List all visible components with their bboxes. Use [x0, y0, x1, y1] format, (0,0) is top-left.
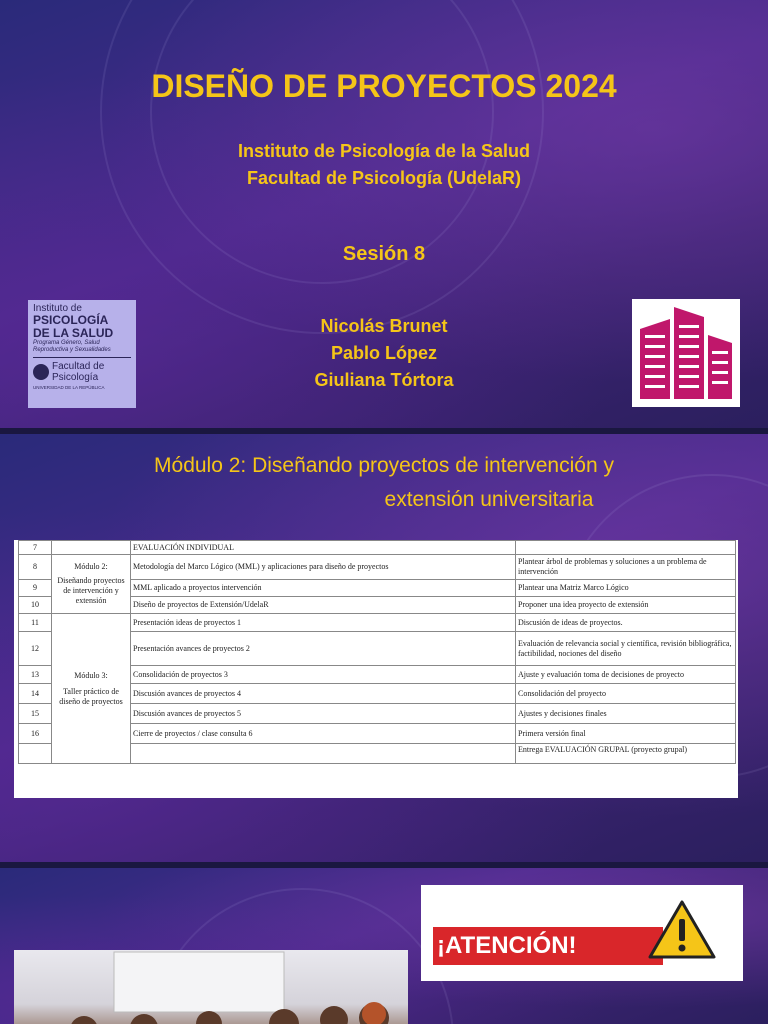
activity-cell: EVALUACIÓN INDIVIDUAL: [131, 541, 516, 555]
session-num: 9: [19, 580, 52, 597]
objective-cell: Consolidación del proyecto: [516, 684, 736, 704]
session-num: 10: [19, 597, 52, 614]
institute-name: Instituto de Psicología de la Salud: [237, 141, 531, 161]
logo-line: Instituto de: [33, 303, 82, 314]
slide-attention: [0, 868, 768, 1024]
logo-line: Programa Género, Salud: [33, 340, 100, 346]
activity-cell: Presentación avances de proyectos 2: [131, 632, 516, 666]
module-desc: Diseñando proyectos de intervención y extensión: [57, 576, 125, 605]
activity-cell: Consolidación de proyectos 3: [131, 666, 516, 684]
presentation-title: DISEÑO DE PROYECTOS 2024: [151, 68, 617, 104]
warning-triangle-icon: [647, 899, 717, 961]
activity-cell: Metodología del Marco Lógico (MML) y aplicaciones para diseño de proyectos: [131, 555, 516, 580]
author-3: Giuliana Tórtora: [314, 370, 454, 390]
session-num: 8: [19, 555, 52, 580]
logo-line: DE LA SALUD: [33, 326, 114, 340]
objective-cell: Plantear una Matriz Marco Lógico: [516, 580, 736, 597]
activity-cell: Discusión avances de proyectos 4: [131, 684, 516, 704]
session-num: 14: [19, 684, 52, 704]
schedule-table-image: [14, 540, 738, 798]
slide-title: [0, 0, 768, 428]
faculty-logo-icon: [33, 364, 49, 380]
objective-cell: Primera versión final: [516, 724, 736, 744]
module3-cell: [52, 614, 131, 764]
activity-cell: Discusión avances de proyectos 5: [131, 704, 516, 724]
author-1: Nicolás Brunet: [320, 316, 448, 336]
session-num: 7: [19, 541, 52, 555]
table-row: [19, 614, 736, 632]
logo-line: Psicología: [52, 372, 99, 383]
activity-cell: MML aplicado a proyectos intervención: [131, 580, 516, 597]
objective-cell: Evaluación de relevancia social y científica, revisión bibliográfica, factibilidad, nociones del diseño: [516, 632, 736, 666]
module-desc: Taller práctico de diseño de proyectos: [59, 686, 123, 706]
logo-line: Facultad de: [52, 361, 105, 372]
schedule-table: [18, 540, 736, 764]
logo-line: PSICOLOGÍA: [33, 313, 109, 327]
table-row: [19, 541, 736, 555]
session-num: 15: [19, 704, 52, 724]
logo-line: UNIVERSIDAD DE LA REPÚBLICA: [33, 385, 105, 390]
decorative-ring: [100, 0, 544, 334]
session-num: 12: [19, 632, 52, 666]
objective-cell: Plantear árbol de problemas y soluciones a un problema de intervención: [516, 555, 736, 580]
faculty-name: Facultad de Psicología (UdelaR): [246, 168, 522, 188]
objective-cell: Proponer una idea proyecto de extensión: [516, 597, 736, 614]
session-num: 11: [19, 614, 52, 632]
session-num: 13: [19, 666, 52, 684]
activity-cell: Diseño de proyectos de Extensión/UdelaR: [131, 597, 516, 614]
final-delivery-cell: Entrega EVALUACIÓN GRUPAL (proyecto grupal): [516, 744, 736, 764]
institute-logo: [28, 300, 136, 408]
module-title-line1: Módulo 2: Diseñando proyectos de intervención y: [154, 454, 614, 477]
table-row: [19, 555, 736, 580]
module-label: Módulo 2:: [74, 562, 108, 571]
module2-cell: [52, 555, 131, 614]
objective-cell: Ajuste y evaluación toma de decisiones de proyecto: [516, 666, 736, 684]
module-label: Módulo 3:: [74, 670, 108, 680]
objective-cell: Discusión de ideas de proyectos.: [516, 614, 736, 632]
buildings-icon: [632, 299, 740, 407]
objective-cell: Ajustes y decisiones finales: [516, 704, 736, 724]
attention-banner: [421, 885, 743, 981]
attention-text: ¡ATENCIÓN!: [433, 927, 663, 965]
activity-cell: Cierre de proyectos / clase consulta 6: [131, 724, 516, 744]
module-title-line2: extensión universitaria: [384, 488, 594, 511]
session-num: 16: [19, 724, 52, 744]
activity-cell: Presentación ideas de proyectos 1: [131, 614, 516, 632]
author-2: Pablo López: [330, 343, 437, 363]
slide-module-schedule: [0, 434, 768, 862]
classroom-photo: [14, 950, 408, 1024]
objective-cell: [516, 541, 736, 555]
session-number: Sesión 8: [342, 243, 426, 265]
logo-line: Reproductiva y Sexualidades: [33, 347, 111, 353]
